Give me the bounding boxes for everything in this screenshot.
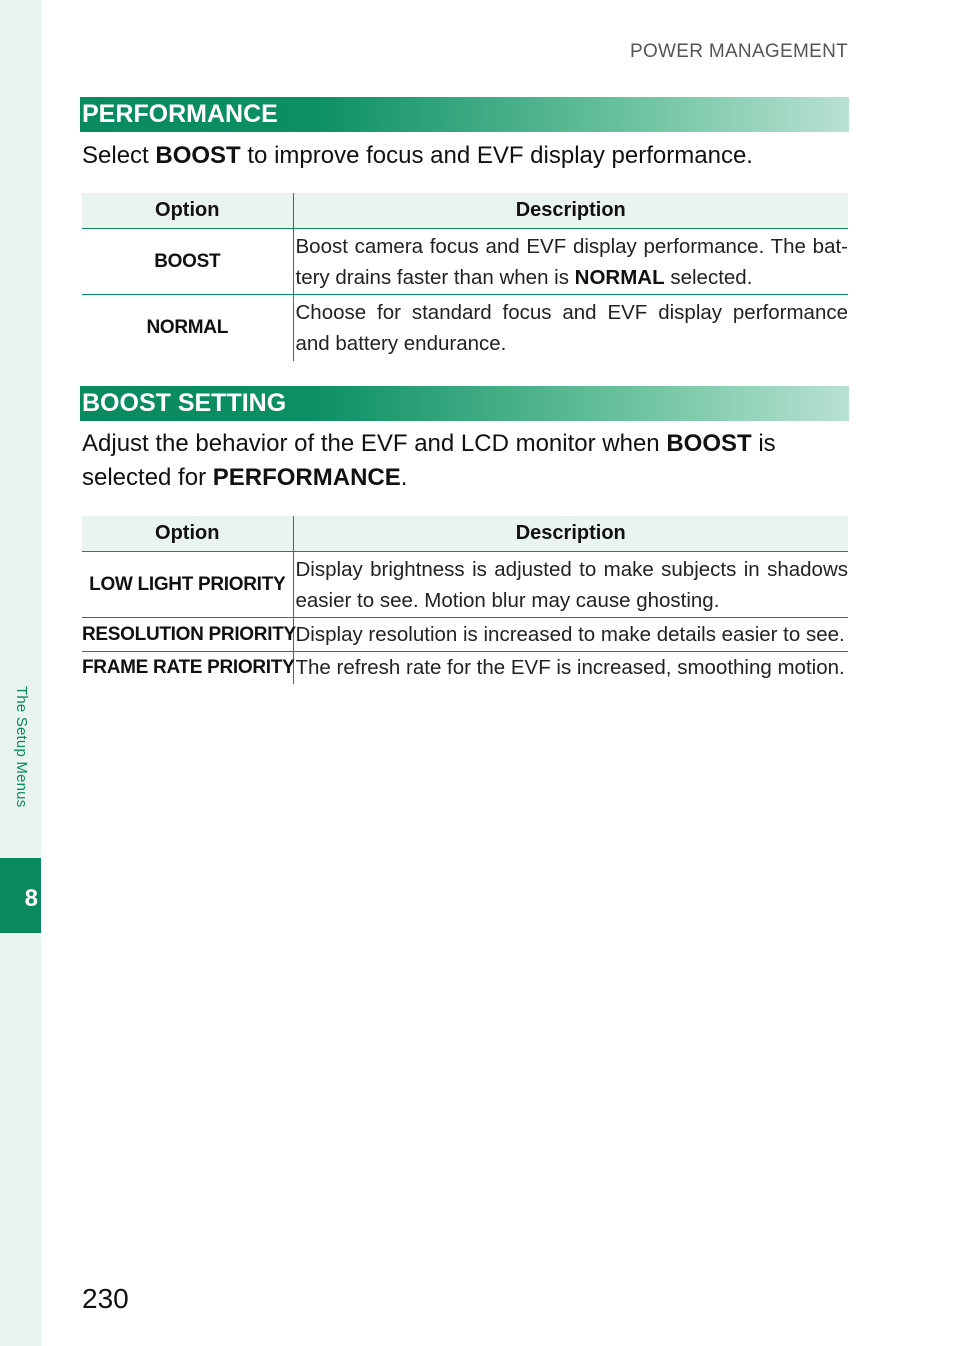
option-name: FRAME RATE PRIORITY [82, 656, 295, 678]
table-header-row [82, 193, 848, 229]
table-header-row [82, 516, 848, 552]
section-heading-performance: PERFORMANCE [80, 97, 849, 132]
table-row [82, 618, 848, 652]
side-strip [0, 0, 41, 1346]
table-row [82, 652, 848, 684]
option-description: Display resolution is increased to make details easier to see. [293, 618, 848, 652]
option-name: LOW LIGHT PRIORITY [82, 552, 293, 618]
column-header-description: Description [293, 516, 848, 552]
performance-options-table [82, 193, 848, 361]
table-row [82, 229, 848, 295]
column-header-description: Description [293, 193, 848, 229]
boost-setting-options-table [82, 516, 848, 684]
option-name: RESOLUTION PRIORITY [82, 618, 293, 652]
chapter-number-tab: 8 [0, 858, 41, 933]
chapter-title: The Setup Menus [13, 686, 30, 808]
column-header-option: Option [82, 516, 293, 552]
option-description: The refresh rate for the EVF is increased, smoothing motion. [293, 652, 848, 684]
boost-setting-intro: Adjust the behavior of the EVF and LCD monitor when BOOST is selected for PERFORMANCE. [82, 430, 776, 491]
performance-intro: Select BOOST to improve focus and EVF display performance. [82, 142, 753, 169]
option-description: Choose for standard focus and EVF display performance and battery endurance. [293, 295, 848, 361]
option-description: Display brightness is adjusted to make subjects in shadows easier to see. Motion blur may cause ghosting. [293, 552, 848, 618]
column-header-option: Option [82, 193, 293, 229]
table-row [82, 552, 848, 618]
page-number: 230 [82, 1283, 129, 1314]
section-heading-boost-setting: BOOST SETTING [80, 386, 849, 421]
table-row [82, 295, 848, 361]
option-name: BOOST [82, 229, 293, 295]
option-name: NORMAL [146, 316, 229, 338]
running-head: POWER MANAGEMENT [629, 41, 848, 62]
option-description: Boost camera focus and EVF display performance. The bat-tery drains faster than when is NORMAL selected. [293, 229, 848, 295]
